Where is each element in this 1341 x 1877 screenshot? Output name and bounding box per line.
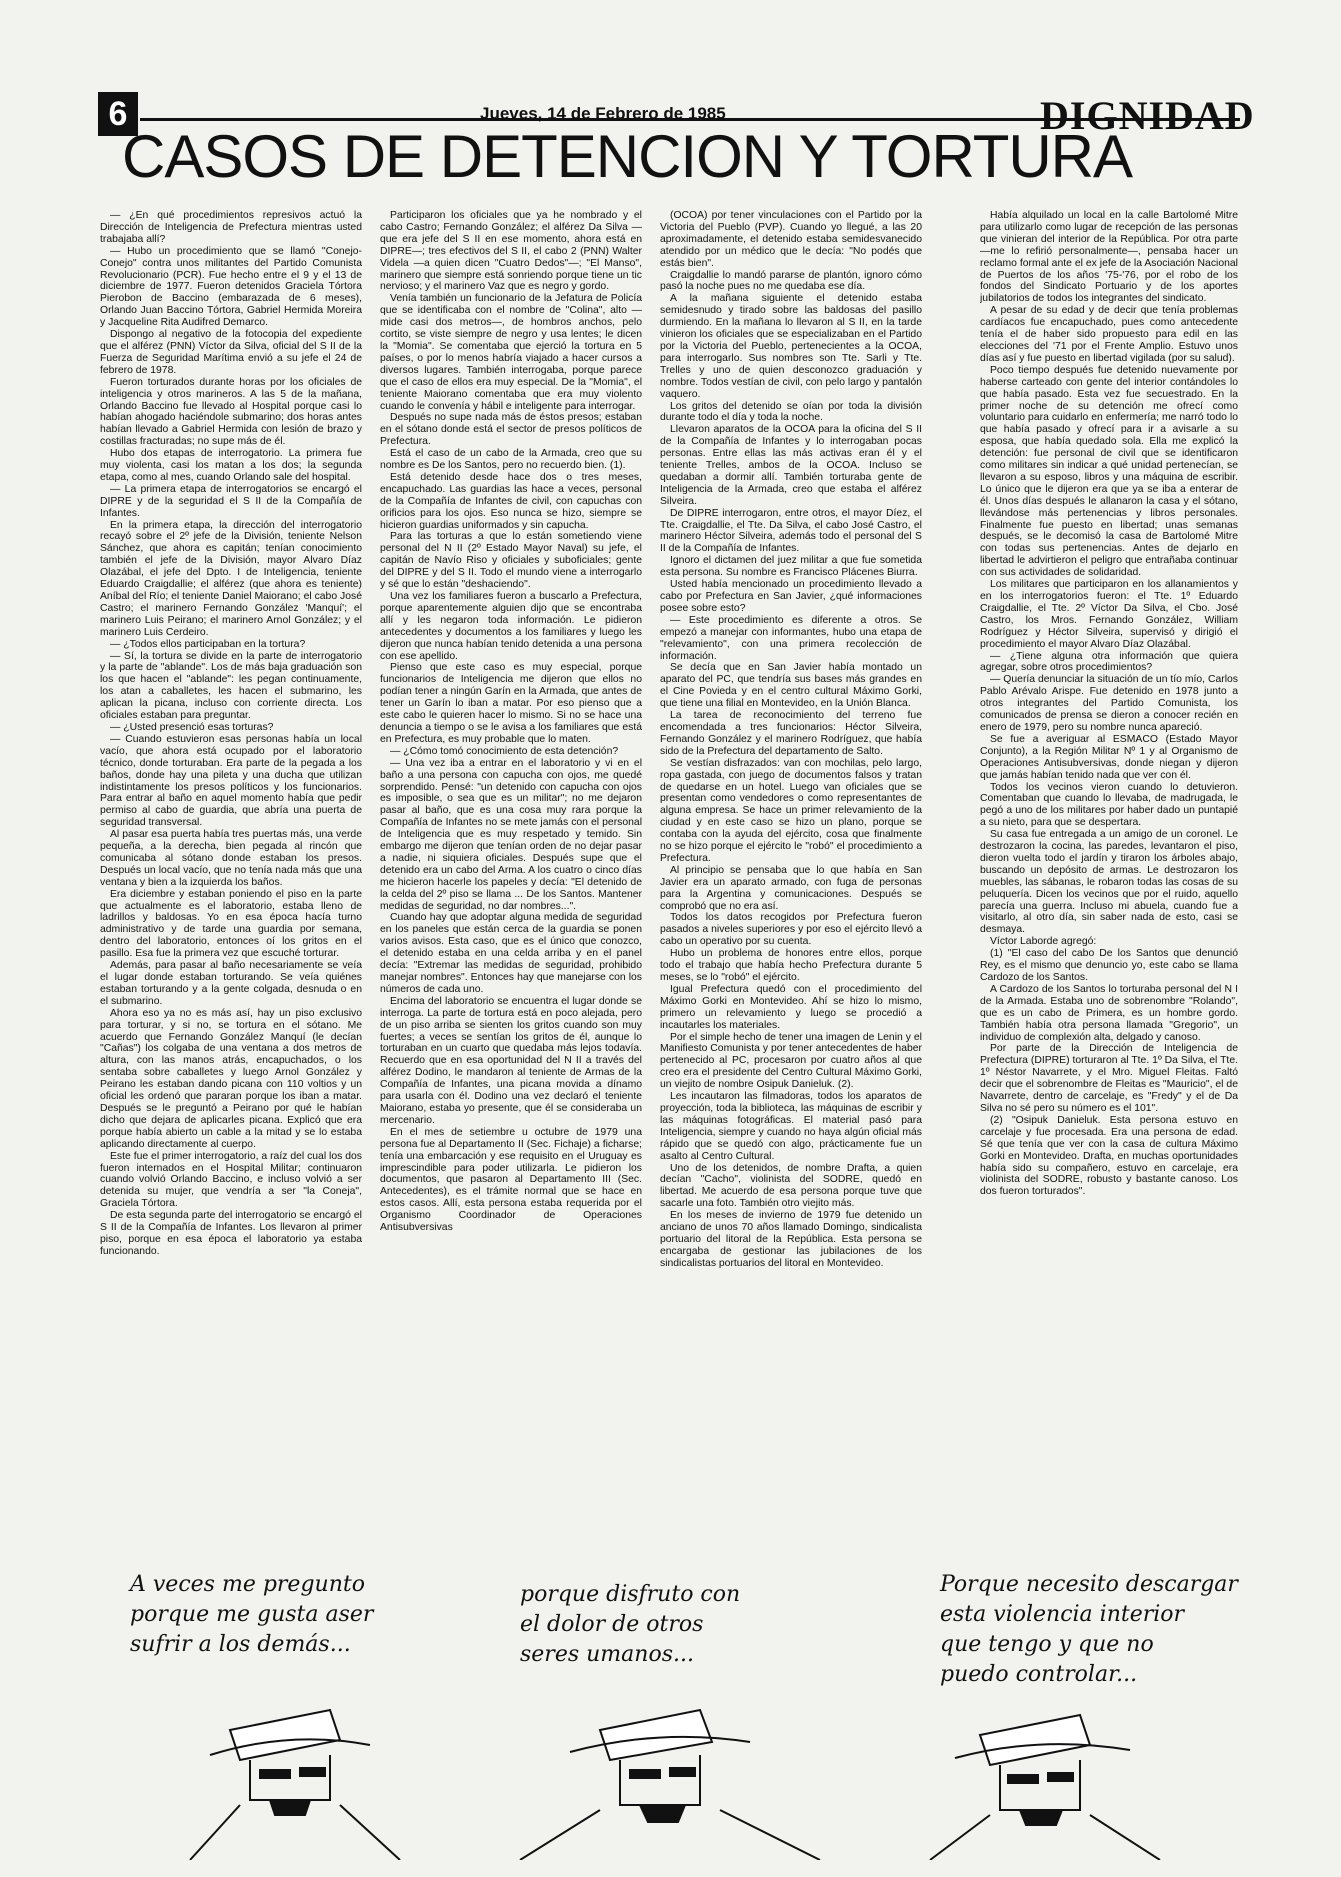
article-paragraph: — Hubo un procedimiento que se llamó "Conejo-Conejo" contra unos militantes del Partido Comunista Revolucionario (PCR). Fue hecho entre el 9 y el 13 de diciembre de 1977. Fueron detenidos Graciela Tórtora Pierobon de Baccino (embarazada de 6 meses), Orlando Juan Baccino Tórtora, Gabriel Hermida Moreira y Jacqueline Rita Audifred Demarco. [100, 245, 362, 329]
article-paragraph: En los meses de invierno de 1979 fue detenido un anciano de unos 70 años llamado Domingo, sindicalista portuario del litoral de la República. Esta persona se encargaba de gestionar las jubilaciones de los sindicalistas portuarios del litoral en Montevideo. [660, 1210, 922, 1269]
article-paragraph: Cuando hay que adoptar alguna medida de seguridad en los paneles que están cerca de la guardia se ponen varios avisos. Esta caso, que es el único que conozco, el detenido estaba en una celda arriba y en el panel decía: "Extremar las medidas de seguridad, prohibido manejar nombres". Entonces hay que manejarse con los números de cada uno. [380, 912, 642, 995]
article-paragraph: Todos los datos recogidos por Prefectura fueron pasados a niveles superiores y por eso el ejército llevó a cabo un operativo por su cuenta. [660, 912, 922, 948]
headline: CASOS DE DETENCION Y TORTURA [122, 123, 1133, 190]
article-paragraph: Ignoro el dictamen del juez militar a que fue sometida esta persona. Su nombre es Francisco Plácenes Biurra. [660, 555, 922, 579]
article-paragraph: Se fue a averiguar al ESMACO (Estado Mayor Conjunto), a la Región Militar Nº 1 y al Organismo de Operaciones Antisubversivas, donde niegan y dijeron que jamás habían tenido nada que ver con él. [980, 733, 1238, 781]
article-paragraph: Todos los vecinos vieron cuando lo detuvieron. Comentaban que cuando lo llevaba, de madrugada, le pegó a uno de los militares por haber dado un puntapié a su nieto, para que se despertara. [980, 781, 1238, 829]
article-paragraph: Víctor Laborde agregó: [990, 936, 1097, 948]
article-paragraph: Había alquilado un local en la calle Bartolomé Mitre para utilizarlo como lugar de recepción de las personas que vinieran del interior de la República. Por otra parte —me lo refirió personalmente—, pensaba hacer un reclamo formal ante el ex jefe de la Asociación Nacional de Puertos de los años '75-'76, por el robo de los fondos del Sindicato Portuario y de los aportes jubilatorios de todos los integrantes del sindicato. [980, 210, 1238, 305]
article-paragraph: — ¿Todos ellos participaban en la tortura? [110, 638, 306, 650]
article-paragraph: Al principio se pensaba que lo que había en San Javier era un aparato armado, con fuga de personas para la Argentina y comunicaciones. Después se comprobó que no era así. [660, 864, 922, 912]
article-paragraph: Era diciembre y estaban poniendo el piso en la parte que actualmente es el laboratorio, estaba lleno de ladrillos y baldosas. Yo en esa época hacía turno administrativo y de tarde una guardia por semana, dentro del laboratorio, entonces oí los gritos en el pasillo. Esa fue la primera vez que escuché torturar. [100, 888, 362, 960]
hat-figure-2-illustration [520, 1710, 820, 1860]
article-paragraph: Además, para pasar al baño necesariamente se veía el lugar donde estaban torturando. Se veía quiénes estaban torturando y a la gente colgada, desnuda o en el submarino. [100, 960, 362, 1007]
article-paragraph: Craigdallie lo mandó pararse de plantón, ignoro cómo pasó la noche pues no me quedaba ese día. [660, 269, 922, 293]
article-paragraph: Para las torturas a que lo están sometiendo viene personal del N II (2º Estado Mayor Naval) su jefe, el capitán de Navío Riso y oficiales y suboficiales; gente del DIPRE y del S II. Todo el mundo viene a interrogarlo y sé que lo están "deshaciendo". [380, 531, 642, 591]
comic-caption-2: porque disfruto con el dolor de otros seres umanos... [520, 1582, 741, 1667]
comic-caption-3: Porque necesito descargar esta violencia interior que tengo y que no puedo controlar... [940, 1572, 1238, 1687]
article-paragraph: Igual Prefectura quedó con el procedimiento del Máximo Gorki en Montevideo. Ahí se hizo lo mismo, primero un relevamiento y luego se procedió a incautarles los materiales. [660, 983, 922, 1031]
page-number: 6 [98, 92, 138, 136]
issue-date: Jueves, 14 de Febrero de 1985 [480, 104, 726, 123]
article-paragraph: A Cardozo de los Santos lo torturaba personal del N I de la Armada. Estaba uno de sobrenombre "Rolando", que es un cabo de Primera, es un hombre gordo. También había otra persona llamada "Gregorio", un individuo de complexión alta, delgado y canoso. [980, 983, 1238, 1043]
article-paragraph: A la mañana siguiente el detenido estaba semidesnudo y tirado sobre las baldosas del pasillo durmiendo. En la mañana lo llevaron al S II, en la tarde vinieron los oficiales que se especializaban en el Partido por la Victoria del Pueblo, pertenecientes a la OCOA, para interrogarlo. Sus nombres son Tte. Sarli y Tte. Trelles y uno de quien desconozco graduación y nombre. Todos vestían de civil, con pelo largo y pantalón vaquero. [660, 293, 922, 400]
article-paragraph: — La primera etapa de interrogatorios se encargó el DIPRE y de la seguridad el S II de la Compañía de Infantes. [100, 483, 362, 519]
article-paragraph: De DIPRE interrogaron, entre otros, el mayor Díez, el Tte. Craigdallie, el Tte. Da Silva, el cabo José Castro, el marinero Héctor Silveira, además todo el personal del S II de la Compañía de Infantes. [660, 507, 922, 555]
article-paragraph: Se vestían disfrazados: van con mochilas, pelo largo, ropa gastada, con juego de documentos falsos y tratan de quedarse en un hotel. Luego van oficiales que se presentan como vendedores o como representantes de alguna empresa. Se hace un primer relevamiento de la ciudad y en este caso se hizo un plano, porque se contaba con la ayuda del ejército, cosa que finalmente no se hizo porque el ejército le "robó" el procedimiento a Prefectura. [660, 757, 922, 864]
article-paragraph: Venía también un funcionario de la Jefatura de Policía que se identificaba con el nombre de "Colina", alto —mide casi dos metros—, de hombros anchos, pelo cortito, se viste siempre de negro y usa lentes; le dicen la "Momia". Se comentaba que ejerció la tortura en 5 países, o por lo menos habría viajado a hacer cursos a diversos lugares. También interrogaba, porque parece que el caso de ellos era muy especial. De la "Momia", el teniente Maiorano comentaba que era muy violento cuando le convenía y hábil e inteligente para interrogar. [380, 293, 642, 412]
article-paragraph: Participaron los oficiales que ya he nombrado y el cabo Castro; Fernando González; el alférez Da Silva —que era jefe del S II en ese momento, ahora está en DIPRE—; tres efectivos del S II, el cabo 2 (PNN) Walter Videla —a quien dicen "Cuatro Dedos"—; "El Manso", marinero que siempre está sonriendo porque tiene un tic nervioso; y el marinero Vaz que es negro y gordo. [380, 210, 642, 293]
article-paragraph: Está detenido desde hace dos o tres meses, encapuchado. Las guardias las hace a veces, personal de la Compañía de Infantes de civil, con capuchas con orificios para los ojos. Eso nunca se hizo, siempre se hicieron guardias uniformados y sin capucha. [380, 471, 642, 531]
article-column-2 [380, 210, 642, 1710]
article-paragraph: — ¿Cómo tomó conocimiento de esta detención? [390, 745, 619, 757]
article-paragraph: Una vez los familiares fueron a buscarlo a Prefectura, porque aparentemente alguien dijo que se encontraba allí y les negaron toda información. Le pidieron antecedentes y documentos a los familiares y luego les dijeron que nunca habían tenido detenida a una persona con ese apellido. [380, 591, 642, 662]
article-column-4 [980, 210, 1238, 1710]
article-paragraph: Se decía que en San Javier había montado un aparato del PC, que tendría sus bases más grandes en el Cine Povieda y en el centro cultural Máximo Gorki, que tiene una filial en Montevideo, en la Unión Blanca. [660, 662, 922, 710]
article-paragraph: — ¿En qué procedimientos represivos actuó la Dirección de Inteligencia de Prefectura mientras usted trabajaba allí? [100, 210, 362, 245]
article-paragraph: Su casa fue entregada a un amigo de un coronel. Le destrozaron la cocina, las paredes, levantaron el piso, dieron vuelta todo el jardín y tiraron los árboles abajo, buscando un depósito de armas. Le destrozaron los muebles, las sábanas, le robaron todas las cosas de su peluquería. Dicen los vecinos que por el ruido, aquello parecía una guerra. Incluso mi abuela, cuando fue a visitarlo, al otro día, sin saber nada de esto, casi se desmaya. [980, 829, 1238, 936]
comic-caption-1: A veces me pregunto porque me gusta aser sufrir a los demás... [130, 1572, 374, 1657]
article-column-1 [100, 210, 362, 1710]
article-paragraph: Usted había mencionado un procedimiento llevado a cabo por Prefectura en San Javier, ¿qué informaciones posee sobre esto? [660, 579, 922, 614]
article-paragraph: Hubo dos etapas de interrogatorio. La primera fue muy violenta, casi los matan a los dos; la segunda etapa, como al mes, cuando Orlando sale del hospital. [100, 448, 362, 483]
article-paragraph: Les incautaron las filmadoras, todos los aparatos de proyección, toda la biblioteca, las máquinas de escribir y las máquinas fotográficas. El material pasó para Inteligencia, siempre y cuando no haya algún oficial más rápido que se quedó con algo, prácticamente fue un asalto al Centro Cultural. [660, 1091, 922, 1162]
hat-figure-1-illustration [190, 1710, 400, 1860]
hat-figure-3-illustration [930, 1715, 1160, 1860]
article-paragraph: Fueron torturados durante horas por los oficiales de inteligencia y otros marineros. A las 5 de la mañana, Orlando Baccino fue llevado al Hospital porque casi lo habían ahogado haciéndole submarino; dos horas antes habían llevado a Gabriel Hermida con lesión de brazo y costillas fracturadas; no supe más de él. [100, 376, 362, 448]
article-paragraph: — Este procedimiento es diferente a otros. Se empezó a manejar con informantes, hubo una etapa de "relevamiento", con una primera recolección de información. [660, 614, 922, 662]
article-paragraph: En la primera etapa, la dirección del interrogatorio recayó sobre el 2º jefe de la División, teniente Nelson Sánchez, que ahora es capitán; tenían conocimiento también el jefe de la División, mayor Alvaro Díaz Olazábal, el jefe del Dpto. I de Inteligencia, teniente Eduardo Craigdallie; el alférez (que ahora es teniente) Aníbal del Río; el teniente Daniel Maiorano; el cabo José Castro; el marinero Fernando González 'Manquí'; el marinero Luis Peirano; el marinero Arnol González; y el marinero Luis Cerdeiro. [100, 519, 362, 638]
article-paragraph: — Cuando estuvieron esas personas había un local vacío, que ahora está ocupado por el laboratorio técnico, donde torturaban. Era parte de la pegada a los baños, donde hay una pileta y una ducha que utilizan indistintamente los presos políticos y los funcionarios. Para entrar al baño en aquel momento había que pedir permiso al cabo de guardia, que abría una puerta de seguridad transversal. [100, 733, 362, 829]
article-paragraph: — Una vez iba a entrar en el laboratorio y vi en el baño a una persona con capucha con ojos, me quedé sorprendido. Pensé: "un detenido con capucha con ojos es imposible, o sea que es un militar"; no me dejaron pasar al baño, que es una cosa muy rara porque la Compañía de Infantes no se mete jamás con el personal de Inteligencia que es muy respetado y temido. Sin embargo me dijeron que tenían orden de no dejar pasar a nadie, ni siquiera oficiales. Después supe que el detenido era un cabo del Arma. A los cuatro o cinco días me hicieron hacerle los papeles y decía: "El detenido de la celda del 2º piso se llama ... De los Santos. Mantener medidas de seguridad, no dar nombres...". [380, 757, 642, 912]
article-paragraph: (2) "Osipuk Danieluk. Esta persona estuvo en carcelaje y fue procesada. Era una persona de edad. Sé que tenía que ver con la casa de cultura Máximo Gorki en Montevideo. Drafta, en muchas oportunidades había sido su compañero, estuvo en carcelaje, era violinista del SODRE, robusto y bastante canoso. Los dos fueron torturados". [980, 1114, 1238, 1198]
article-paragraph: — ¿Tiene alguna otra información que quiera agregar, sobre otros procedimientos? [980, 650, 1238, 674]
comic-strip [100, 1570, 1240, 1860]
article-paragraph: — Quería denunciar la situación de un tío mío, Carlos Pablo Arévalo Arispe. Fue detenido en 1978 junto a otros integrantes del Partido Comunista, los comunicados de prensa se dieron a conocer recién en enero de 1979, pero su nombre nunca apareció. [980, 674, 1238, 733]
article-paragraph: Al pasar esa puerta había tres puertas más, una verde pequeña, a la derecha, bien pegada al rincón que comunicaba al sótano donde estaban los presos. Después un local vacío, que no tenía nada más que una ventana y bien a la izquierda los baños. [100, 829, 362, 888]
article-paragraph: Los gritos del detenido se oían por toda la división durante todo el día y toda la noche. [660, 400, 922, 424]
comic-drawings [100, 1570, 1240, 1860]
article-paragraph: Encima del laboratorio se encuentra el lugar donde se interroga. La parte de tortura está en poco alejada, pero de un piso arriba se sienten los gritos cuando son muy fuertes; a veces se sentían los gritos de él, aunque lo torturaban en un cuarto que quedaba más lejos todavía. Recuerdo que en esa oportunidad del N II a través del alférez Dodino, le mandaron al teniente de Armas de la Compañía de Infantes, una picana movida a dínamo para usarla con él. Dodino una vez declaró el teniente Maiorano, estaba yo presente, que él se consideraba un mercenario. [380, 995, 642, 1126]
article-paragraph: Después no supe nada más de éstos presos; estaban en el sótano donde está el sector de presos políticos de Prefectura. [380, 412, 642, 448]
article-paragraph: Pienso que este caso es muy especial, porque funcionarios de Inteligencia me dijeron que ellos no podían tener a ningún Garín en la Armada, que antes de tener un Garín lo iban a matar. Por eso pienso que a este cabo le quieren hacer lo mismo. Si no se hace una denuncia a tiempo o se le avisa a los familiares que está en Prefectura, es muy probable que lo maten. [380, 662, 642, 745]
article-paragraph: Por el simple hecho de tener una imagen de Lenin y el Manifiesto Comunista y por tener antecedentes de haber pertenecido al PC, procesaron por cuatro años al que creo era el presidente del Centro Cultural Máximo Gorki, un viejito de nombre Osipuk Danieluk. (2). [660, 1031, 922, 1091]
article-column-3 [660, 210, 922, 1710]
article-paragraph: Ahora eso ya no es más así, hay un piso exclusivo para torturar, y si no, se tortura en el sótano. Me acuerdo que Fernando González Manquí (le decían "Cañas") los colgaba de una ventana a dos metros de altura, con las manos atrás, encapuchados, o los sentaba sobre caballetes y luego Arnol González y Peirano les estaban dando picana con 110 voltios y un oficial les ordenó que pararan porque los iban a matar. Después se le preguntó a Peirano por qué le habían dicho que dejara de aplicarles picana. Explicó que era porque había abierto un cable a la mitad y se lo estaba aplicando directamente al cuerpo. [100, 1007, 362, 1150]
article-paragraph: De esta segunda parte del interrogatorio se encargó el S II de la Compañía de Infantes. Los llevaron al primer piso, porque en esa época el laboratorio ya estaba funcionando. [100, 1210, 362, 1257]
masthead: DIGNIDAD [1040, 93, 1255, 138]
article-paragraph: — Sí, la tortura se divide en la parte de interrogatorio y la parte de "ablande". Los de más baja graduación son los que hacen el "ablande": les pegan continuamente, los atan a caballetes, les hacen el submarino, les aplican la picana, incluso con corriente directa. Los oficiales estaban para preguntar. [100, 650, 362, 722]
article-paragraph: La tarea de reconocimiento del terreno fue encomendada a tres funcionarios: Héctor Silveira, Fernando González y el marinero Rodríguez, que había sido de la Prefectura del departamento de Salto. [660, 710, 922, 757]
article-paragraph: Los militares que participaron en los allanamientos y en los interrogatorios fueron: el Tte. 1º Eduardo Craigdallie, el Tte. 2º Víctor Da Silva, el Cbo. José Castro, los Mros. Fernando González, William Rodríguez y Héctor Silveira, supervisó y dirigió el procedimiento el mayor Alvaro Díaz Olazábal. [980, 579, 1238, 650]
article-paragraph: Poco tiempo después fue detenido nuevamente por haberse carteado con gente del interior contándoles lo que había pasado. Esta vez fue secuestrado. En la primer noche de su detención me ofrecí como voluntario para cuidarlo en enfermería; me narró todo lo que había pasado y ofrecí para ir a avisarle a su esposa, que había quedado sola. Ella me explicó la detención: fue personal de civil que se identificaron como militares sin indicar a qué unidad pertenecían, se llevaron a su esposo, libros y una máquina de escribir. Lo único que le dijeron era que ya se iba a enterar de él. Unos días después le allanaron la casa y el sótano, llevándose más pertenencias y libros personales. Finalmente fue puesto en libertad; unas semanas después, se le decomisó la casa de Bartolomé Mitre con todas sus pertenencias. Antes de dejarlo en libertad le advirtieron el peligro que entrañaba continuar con sus actividades de solidaridad. [980, 364, 1238, 579]
article-paragraph: Está el caso de un cabo de la Armada, creo que su nombre es De los Santos, pero no recuerdo bien. (1). [380, 448, 642, 472]
article-paragraph: Uno de los detenidos, de nombre Drafta, a quien decían "Cacho", violinista del SODRE, quedó en libertad. Me acuerdo de esa persona porque tuve que sacarle una foto. También otro viejito más. [660, 1162, 922, 1210]
article-paragraph: Por parte de la Dirección de Inteligencia de Prefectura (DIPRE) torturaron al Tte. 1º Da Silva, el Tte. 1º Néstor Navarrete, y el Mro. Miguel Fleitas. Faltó decir que el sobrenombre de Fleitas es "Mauricio", el de Navarrete, dentro de carcelaje, es "Fredy" y el de Da Silva no sé pero su número es el 101". [980, 1043, 1238, 1114]
article-paragraph: (1) "El caso del cabo De los Santos que denunció Rey, es el mismo que denuncio yo, este cabo se llama Cardozo de los Santos. [980, 948, 1238, 983]
article-paragraph: Hubo un problema de honores entre ellos, porque todo el trabajo que había hecho Prefectura durante 5 meses, se lo "robó" el ejército. [660, 948, 922, 983]
article-paragraph: A pesar de su edad y de decir que tenía problemas cardíacos fue encapuchado, pues como antecedente tenía el de haber sido propuesto para edil en las elecciones del '71 por el Frente Amplio. Estuvo unos días así y fue puesto en libertad vigilada (por su salud). [980, 305, 1238, 364]
article-paragraph: Llevaron aparatos de la OCOA para la oficina del S II de la Compañía de Infantes y lo interrogaban pocas personas. Entre ellas las más activas eran él y el teniente Trelles, ambos de la OCOA. Incluso se quedaban a dormir allí. También torturaba gente de Inteligencia de la Armada, creo que estaba el alférez Silveira. [660, 424, 922, 507]
article-paragraph: Dispongo al negativo de la fotocopia del expediente que el alférez (PNN) Víctor da Silva, oficial del S II de la Fuerza de Seguridad Marítima envió a su jefe el 24 de febrero de 1978. [100, 329, 362, 376]
article-paragraph: (OCOA) por tener vinculaciones con el Partido por la Victoria del Pueblo (PVP). Cuando yo llegué, a las 20 aproximadamente, el detenido estaba semidesvanecido atendido por un médico que le decía: "No podés que estás bien". [660, 210, 922, 269]
article-paragraph: En el mes de setiembre u octubre de 1979 una persona fue al Departamento II (Sec. Fichaje) a ficharse; tenía una embarcación y ese requisito en el Uruguay es imprescindible para poder utilizarla. Le pidieron los documentos, que pasaron al Departamento III (Sec. Antecedentes), es el trámite normal que se hace en estos casos. Allí, esta persona estaba requerida por el Organismo Coordinador de Operaciones Antisubversivas [380, 1126, 642, 1234]
article-paragraph: Este fue el primer interrogatorio, a raíz del cual los dos fueron internados en el Hospital Militar; continuaron cuando volvió Orlando Baccino, e incluso volvió a ser detenida su mujer, que vendría a ser "la Coneja", Graciela Tórtora. [100, 1150, 362, 1210]
article-paragraph: — ¿Usted presenció esas torturas? [110, 721, 274, 733]
